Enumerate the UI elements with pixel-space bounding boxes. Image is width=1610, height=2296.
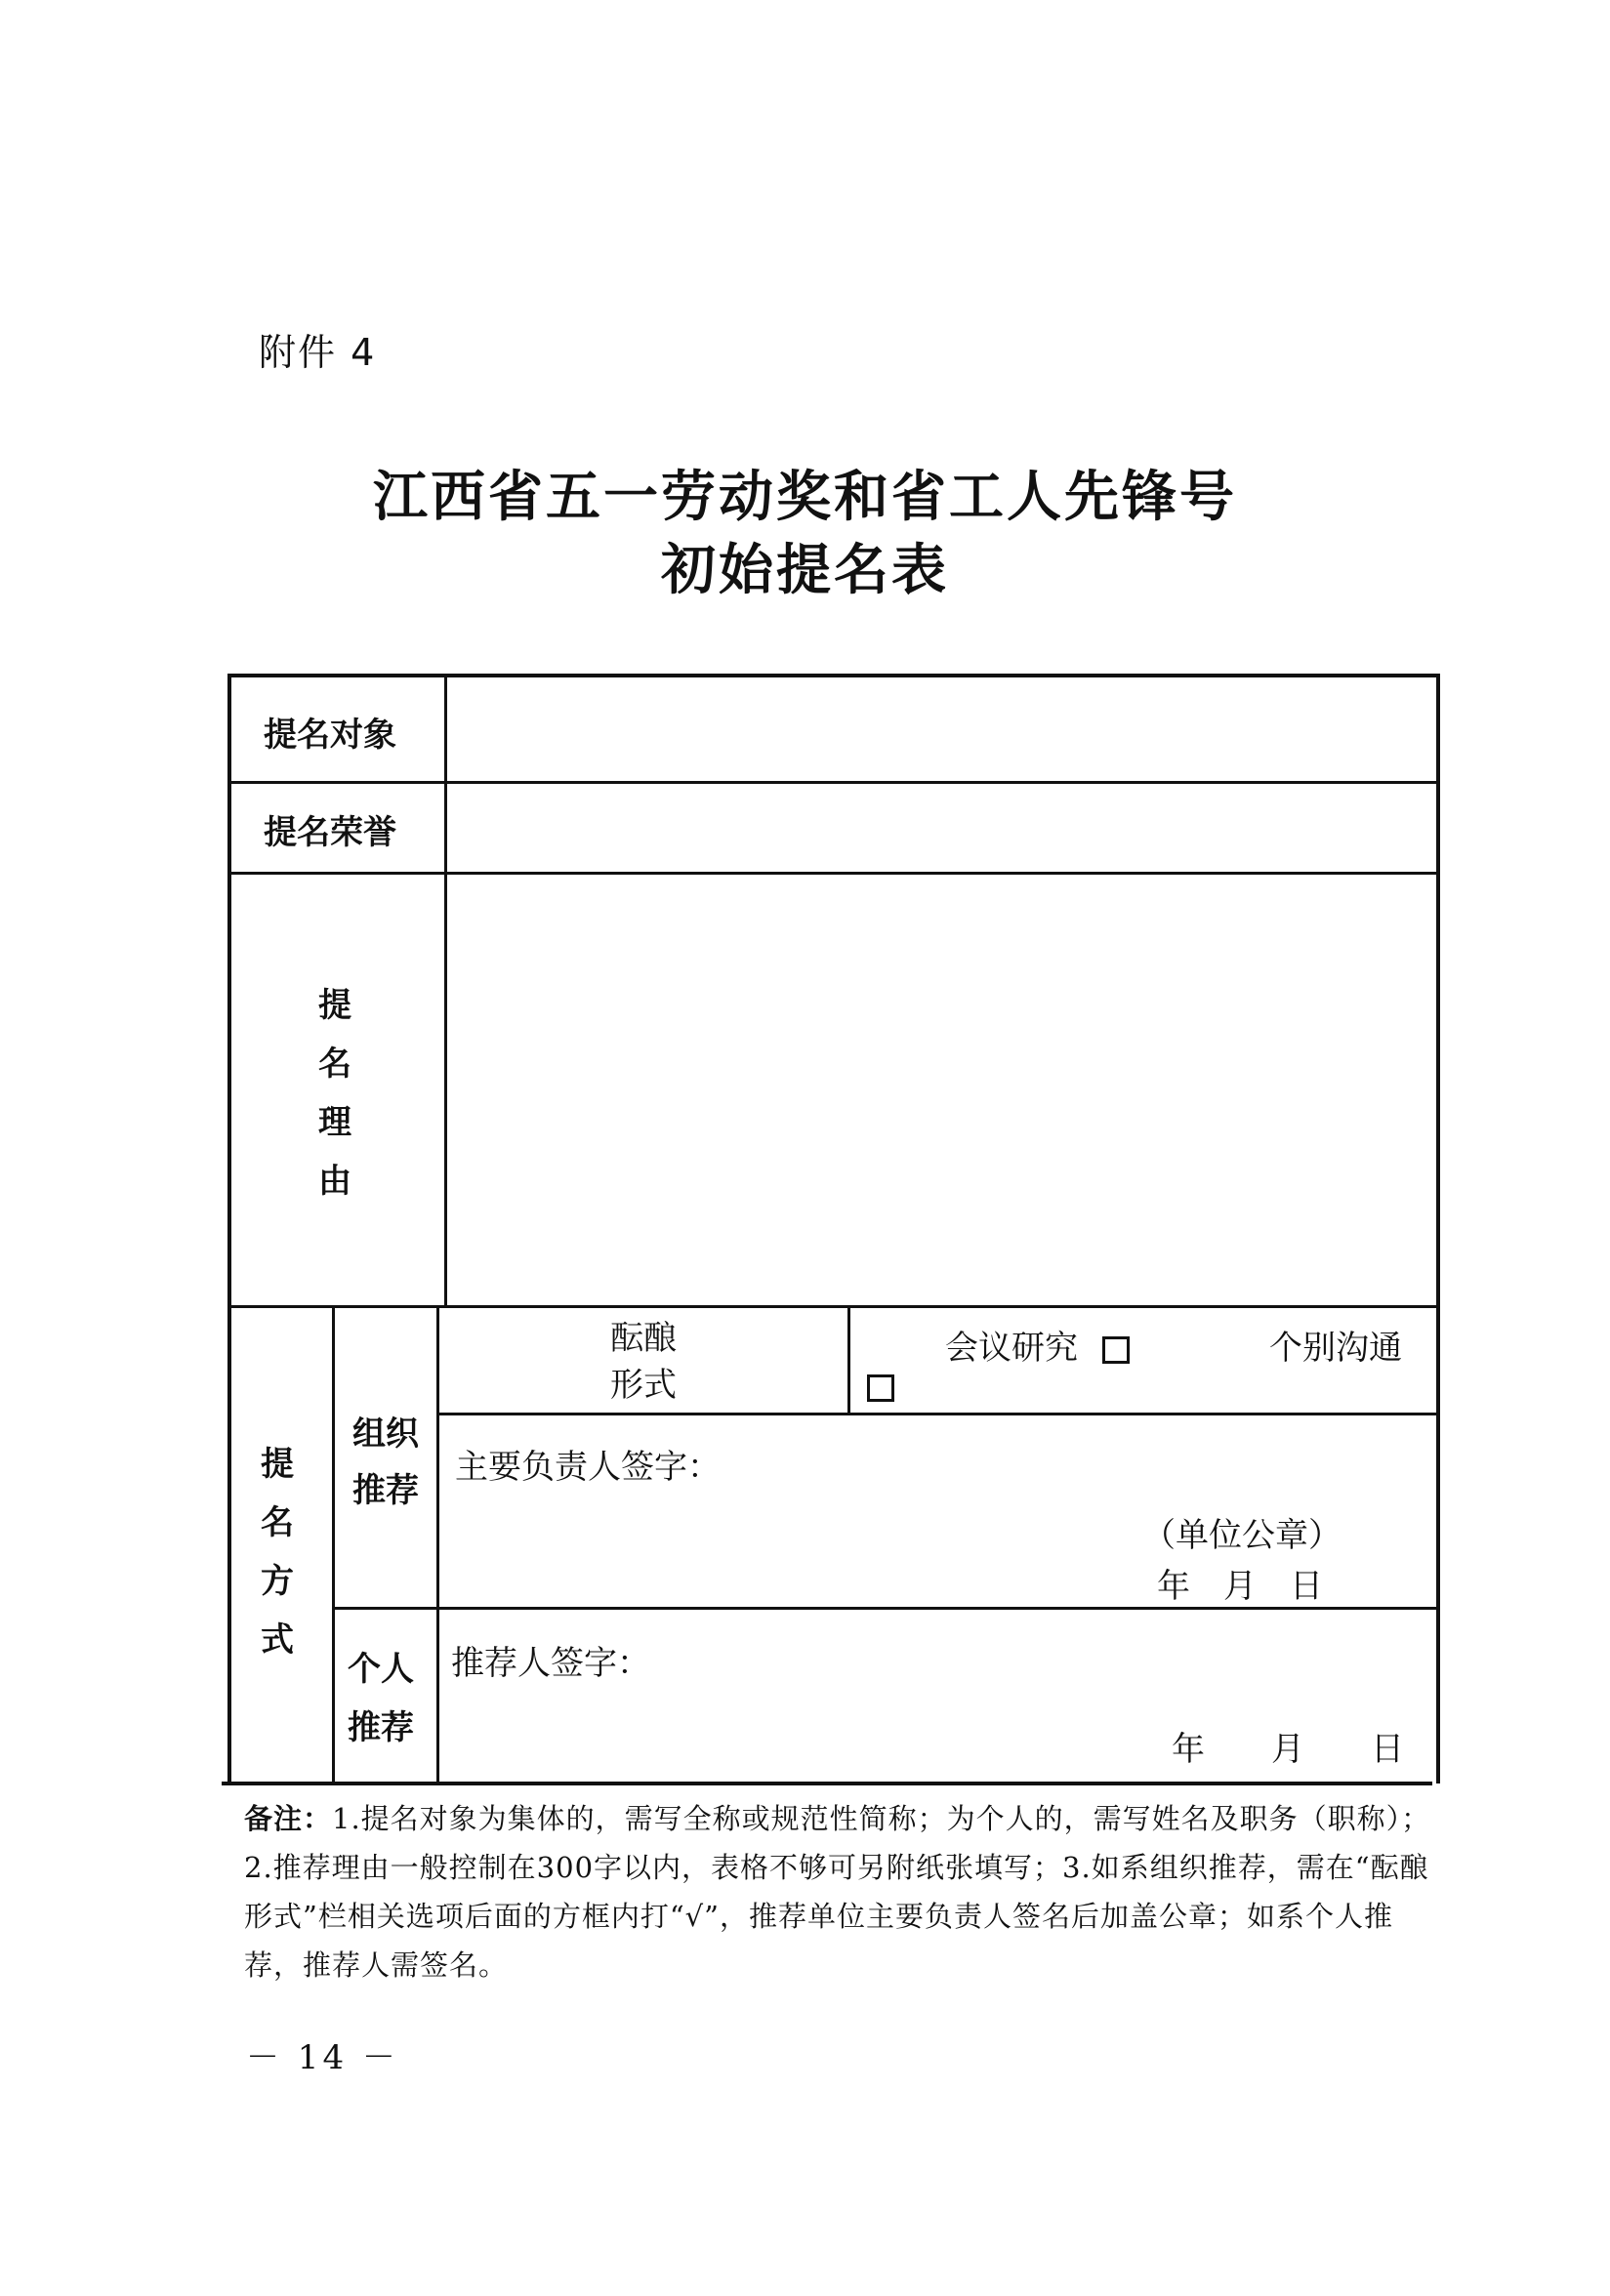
method-column-divider — [332, 1305, 335, 1782]
form-title-line2: 初始提名表 — [661, 538, 949, 602]
org-row-bottom — [332, 1607, 1438, 1610]
consult-label-line1: 酝酿 — [610, 1319, 677, 1358]
table-border-top — [229, 674, 1440, 677]
option-meeting-label: 会议研究 — [945, 1329, 1078, 1368]
consult-label-line2: 形式 — [610, 1366, 677, 1405]
option-individual-label: 个别沟通 — [1269, 1329, 1402, 1368]
row-divider-2 — [229, 872, 1438, 875]
notes-label: 备注： — [244, 1802, 333, 1835]
form-title-line1: 江西省五一劳动奖和省工人先锋号 — [373, 465, 1237, 529]
personal-date: 年 月 日 — [1172, 1730, 1404, 1769]
org-date: 年 月 日 — [1157, 1567, 1323, 1606]
org-recommend-label — [347, 1406, 425, 1519]
reason-char-2: 名 — [318, 1045, 351, 1084]
reason-char-3: 理 — [318, 1103, 351, 1142]
method-char-3: 方 — [261, 1562, 294, 1601]
notes-text: 1.提名对象为集体的，需写全称或规范性简称；为个人的，需写姓名及职务（职称）；2.推荐理由一般控制在300字以内，表格不够可另附纸张填写；3.如系组织推荐，需在“酝酿形式”栏相关选项后面的方框内打“√”，推荐单位主要负责人签名后加盖公章；如系个人推荐，推荐人需签名。 — [244, 1802, 1431, 1982]
consult-form-label — [610, 1315, 677, 1409]
honor-label: 提名荣誉 — [264, 813, 396, 852]
meeting-checkbox[interactable] — [1102, 1336, 1130, 1364]
page-number: － 14 － — [246, 2038, 399, 2077]
reason-label — [315, 976, 354, 1210]
individual-checkbox[interactable] — [867, 1374, 894, 1402]
method-char-4: 式 — [261, 1620, 294, 1660]
table-border-right — [1436, 674, 1440, 1784]
reason-char-1: 提 — [318, 986, 351, 1025]
nominee-label: 提名对象 — [264, 716, 396, 755]
org-label-line2: 推荐 — [352, 1471, 419, 1510]
org-label-line1: 组织 — [352, 1414, 419, 1454]
table-border-bottom — [222, 1782, 1432, 1785]
recommender-signature-label: 推荐人签字： — [451, 1644, 650, 1683]
org-column-divider — [436, 1305, 439, 1782]
notes — [244, 1794, 1435, 1989]
label-column-divider — [444, 676, 447, 1305]
leader-signature-label: 主要负责人签字： — [455, 1448, 721, 1487]
row-divider-1 — [229, 781, 1438, 784]
unit-seal-label: （单位公章） — [1142, 1516, 1342, 1555]
personal-recommend-label — [342, 1640, 420, 1757]
method-char-1: 提 — [261, 1445, 294, 1484]
nominee-field[interactable] — [459, 683, 1430, 776]
attachment-label: 附件 4 — [259, 331, 377, 374]
reason-char-4: 由 — [318, 1162, 351, 1201]
method-label — [258, 1435, 297, 1669]
table-border-left — [227, 674, 231, 1784]
reason-field[interactable] — [459, 879, 1430, 1298]
method-char-2: 名 — [261, 1503, 294, 1542]
personal-label-line1: 个人 — [348, 1650, 414, 1689]
option-meeting — [945, 1321, 1130, 1369]
honor-field[interactable] — [459, 786, 1430, 869]
row-divider-3 — [229, 1305, 1438, 1308]
consult-row-bottom — [436, 1413, 1438, 1415]
consult-divider — [847, 1305, 850, 1413]
personal-label-line2: 推荐 — [348, 1708, 414, 1747]
